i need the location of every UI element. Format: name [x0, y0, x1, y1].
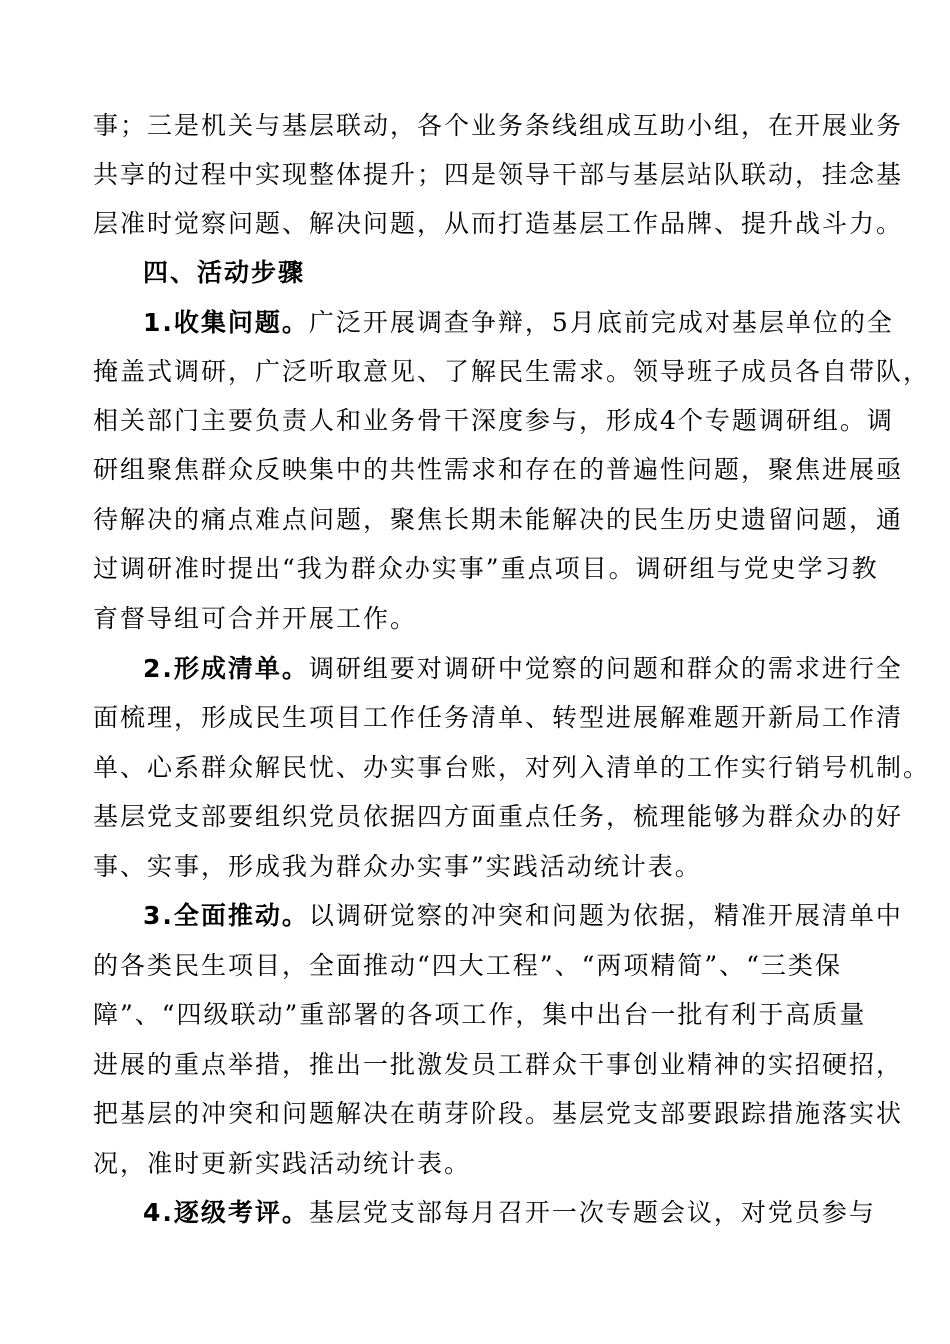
paragraph-line: 事；三是机关与基层联动，各个业务条线组成互助小组，在开展业务: [93, 111, 904, 140]
paragraph-line: 况，准时更新实践活动统计表。: [93, 1149, 472, 1178]
paragraph-line: 掩盖式调研，广泛听取意见、了解民生需求。领导班子成员各自带队，: [93, 357, 931, 386]
step-text: 以调研觉察的冲突和问题为依据，精准开展清单中: [308, 901, 903, 930]
paragraph-line: 进展的重点举措，推出一批激发员工群众干事创业精神的实招硬招，: [93, 1050, 904, 1079]
step-title: 3.全面推动。: [143, 901, 309, 930]
step-text: 基层党支部每月召开一次专题会议，对党员参与: [308, 1198, 876, 1227]
step-text: 广泛开展调查争辩，5月底前完成对基层单位的全: [308, 308, 894, 337]
paragraph-line: 事、实事，形成我为群众办实事”实践活动统计表。: [93, 852, 702, 881]
paragraph-line: 共享的过程中实现整体提升；四是领导干部与基层站队联动，挂念基: [93, 160, 904, 189]
paragraph-line: 的各类民生项目，全面推动“四大工程”、“两项精简”、“三类保: [93, 951, 842, 980]
paragraph-line: 单、心系群众解民忧、办实事台账，对列入清单的工作实行销号机制。: [93, 753, 931, 782]
paragraph-line: 相关部门主要负责人和业务骨干深度参与，形成4个专题调研组。调: [93, 406, 894, 435]
section-heading: 四、活动步骤: [143, 258, 306, 287]
paragraph-line: 待解决的痛点难点问题，聚焦长期未能解决的民生历史遗留问题，通: [93, 505, 904, 534]
step-first-line: [143, 892, 911, 940]
step-text: 调研组要对调研中觉察的问题和群众的需求进行全: [308, 654, 903, 683]
step-first-line: [143, 645, 911, 693]
paragraph-line: 把基层的冲突和问题解决在萌芽阶段。基层党支部要跟踪措施落实状: [93, 1099, 904, 1128]
step-title: 2.形成清单。: [143, 654, 309, 683]
paragraph-line: 面梳理，形成民生项目工作任务清单、转型进展解难题开新局工作清: [93, 703, 904, 732]
step-first-line: [143, 1189, 911, 1237]
step-title: 4.逐级考评。: [143, 1198, 309, 1227]
paragraph-line: 基层党支部要组织党员依据四方面重点任务，梳理能够为群众办的好: [93, 802, 904, 831]
paragraph-line: 育督导组可合并开展工作。: [93, 604, 418, 633]
paragraph-line: 研组聚焦群众反映集中的共性需求和存在的普遍性问题，聚焦进展亟: [93, 455, 904, 484]
step-first-line: [143, 299, 911, 347]
paragraph-line: 层准时觉察问题、解决问题，从而打造基层工作品牌、提升战斗力。: [93, 209, 904, 238]
paragraph-line: 障”、“四级联动”重部署的各项工作，集中出台一批有利于高质量: [93, 1000, 867, 1029]
paragraph-line: 过调研准时提出“我为群众办实事”重点项目。调研组与党史学习教: [93, 554, 879, 583]
step-title: 1.收集问题。: [143, 308, 309, 337]
